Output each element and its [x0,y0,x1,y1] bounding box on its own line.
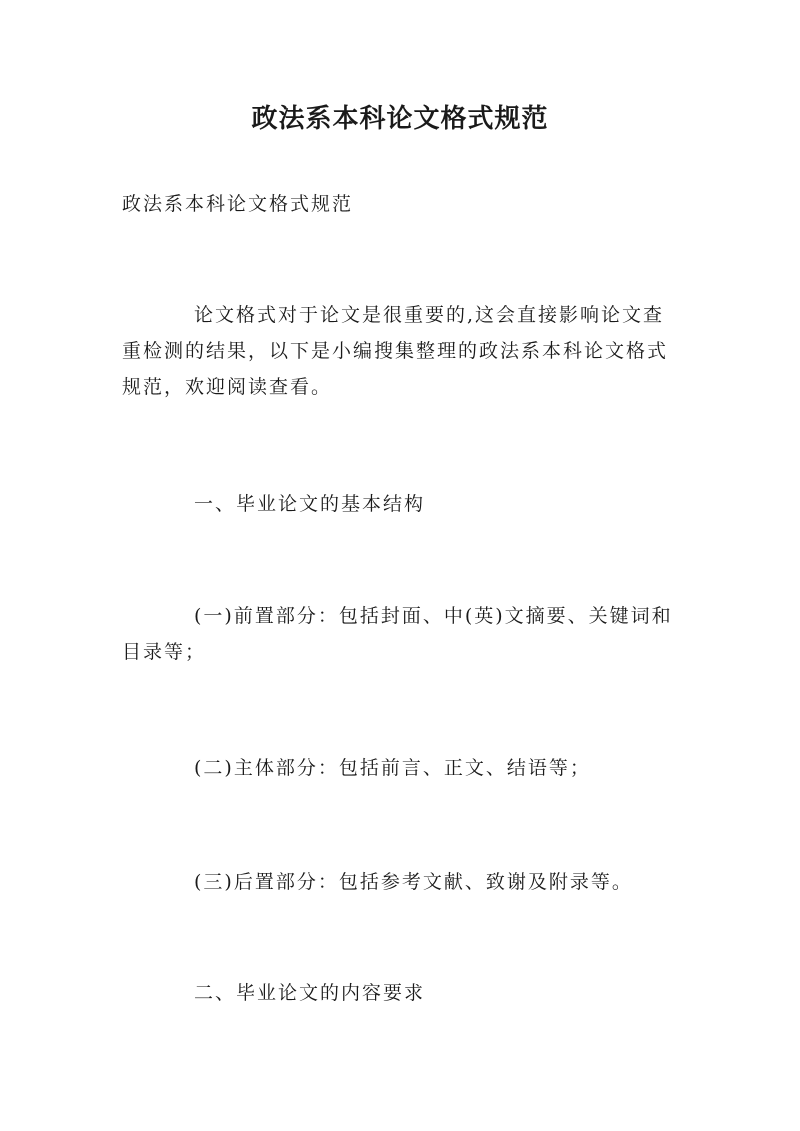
section-heading-2: 二、毕业论文的内容要求 [194,982,426,1004]
intro-paragraph: 论文格式对于论文是很重要的,这会直接影响论文查重检测的结果，以下是小编搜集整理的政法系本科论文格式规范，欢迎阅读查看。 [122,304,669,398]
document-title: 政法系本科论文格式规范 [251,104,549,134]
document-subtitle: 政法系本科论文格式规范 [122,193,354,215]
list-item-main-body: (二)主体部分：包括前言、正文、结语等； [194,757,591,779]
list-item-front-matter: (一)前置部分：包括封面、中(英)文摘要、关键词和目录等； [122,605,673,663]
list-item-back-matter: (三)后置部分：包括参考文献、致谢及附录等。 [194,871,633,893]
section-heading-1: 一、毕业论文的基本结构 [194,493,426,515]
